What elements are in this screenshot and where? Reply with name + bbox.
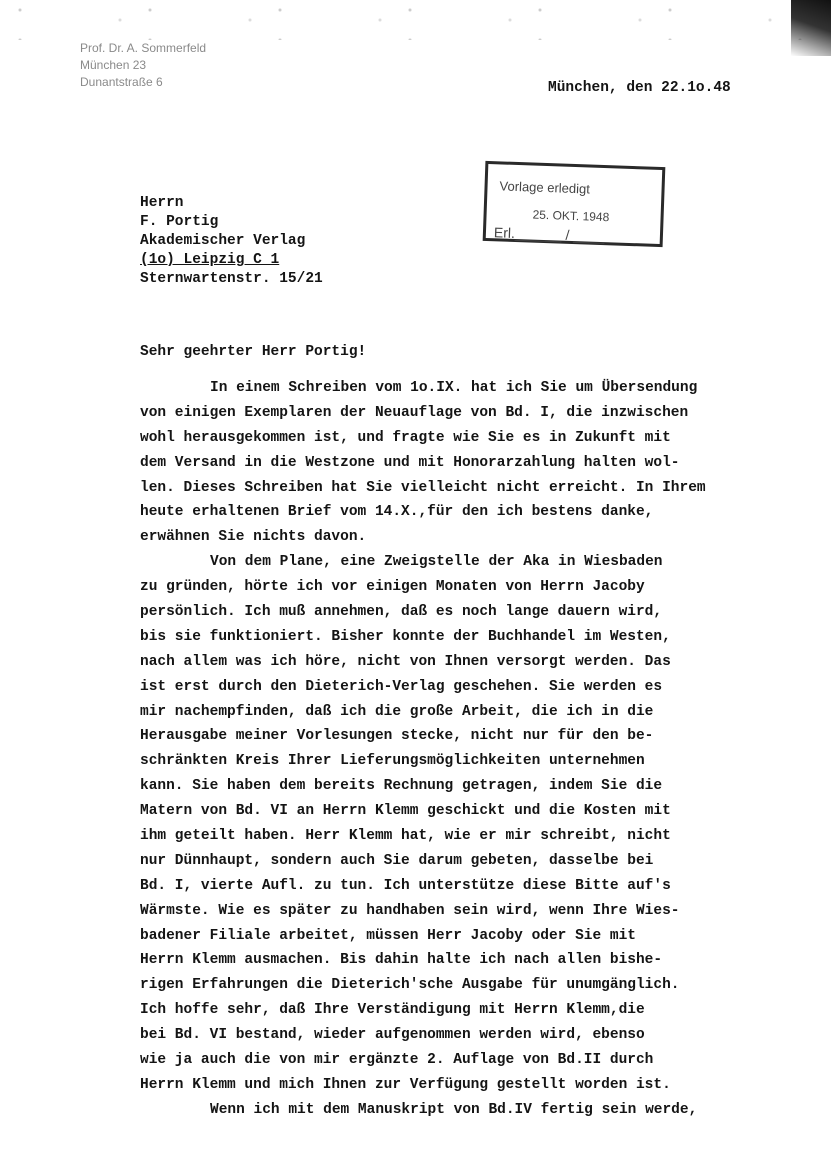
letterhead-street: Dunantstraße 6 (80, 75, 163, 89)
body-line: Herrn Klemm ausmachen. Bis dahin halte ich nach allen bishe- (140, 952, 663, 969)
recipient-line: F. Portig (140, 214, 219, 230)
recipient-line: Sternwartenstr. 15/21 (140, 271, 323, 287)
letterhead-city: München 23 (80, 58, 147, 72)
body-line: bei Bd. VI bestand, wieder aufgenommen werden wird, ebenso (140, 1027, 645, 1044)
received-stamp (483, 161, 666, 247)
stamp-erl: Erl.______ / ____ (493, 224, 605, 245)
body-line: ist erst durch den Dieterich-Verlag geschehen. Sie werden es (140, 678, 663, 695)
body-line: ihm geteilt haben. Herr Klemm hat, wie er mir schreibt, nicht (140, 828, 671, 845)
body-line: heute erhaltenen Brief vom 14.X.,für den ich bestens danke, (140, 504, 654, 521)
body-line: persönlich. Ich muß annehmen, daß es noch lange dauern wird, (140, 604, 663, 621)
recipient-line: Herrn (140, 195, 184, 211)
recipient-address (140, 194, 323, 289)
body-line: wohl herausgekommen ist, und fragte wie Sie es in Zukunft mit (140, 429, 671, 446)
letter-body (140, 376, 780, 1123)
body-line: badener Filiale arbeitet, müssen Herr Jacoby oder Sie mit (140, 927, 636, 944)
body-line: Wärmste. Wie es später zu handhaben sein wird, wenn Ihre Wies- (140, 902, 680, 919)
body-line: Von dem Plane, eine Zweigstelle der Aka in Wiesbaden (210, 554, 663, 571)
body-line: nur Dünnhaupt, sondern auch Sie darum gebeten, dasselbe bei (140, 852, 654, 869)
body-line: Matern von Bd. VI an Herrn Klemm geschickt und die Kosten mit (140, 803, 671, 820)
body-line: schränkten Kreis Ihrer Lieferungsmöglichkeiten unternehmen (140, 753, 645, 770)
body-line: Bd. I, vierte Aufl. zu tun. Ich unterstütze diese Bitte auf's (140, 877, 671, 894)
body-line: mir nachempfinden, daß ich die große Arbeit, die ich in die (140, 703, 654, 720)
body-line: von einigen Exemplaren der Neuauflage von Bd. I, die inzwischen (140, 404, 689, 421)
body-line: wie ja auch die von mir ergänzte 2. Auflage von Bd.II durch (140, 1052, 654, 1069)
body-line: len. Dieses Schreiben hat Sie vielleicht nicht erreicht. In Ihrem (140, 479, 706, 496)
body-line: Ich hoffe sehr, daß Ihre Verständigung mit Herrn Klemm,die (140, 1002, 645, 1019)
place-date: München, den 22.1o.48 (548, 80, 731, 96)
body-line: Herrn Klemm und mich Ihnen zur Verfügung gestellt worden ist. (140, 1076, 671, 1093)
letterhead-name: Prof. Dr. A. Sommerfeld (80, 41, 207, 55)
body-line: kann. Sie haben dem bereits Rechnung getragen, indem Sie die (140, 778, 663, 795)
body-line: erwähnen Sie nichts davon. (140, 529, 367, 546)
salutation: Sehr geehrter Herr Portig! (140, 344, 367, 360)
body-line: bis sie funktioniert. Bisher konnte der Buchhandel im Westen, (140, 628, 671, 645)
body-line: rigen Erfahrungen die Dieterich'sche Ausgabe für unumgänglich. (140, 977, 680, 994)
body-line: Wenn ich mit dem Manuskript von Bd.IV fertig sein werde, (210, 1101, 698, 1118)
recipient-line: (1o) Leipzig C 1 (140, 252, 280, 268)
stamp-date: 25. OKT. 1948 (532, 207, 610, 225)
scan-noise (0, 0, 831, 40)
recipient-line: Akademischer Verlag (140, 233, 306, 249)
scan-corner-shadow (791, 0, 831, 56)
stamp-text: Vorlage erledigt (499, 178, 591, 197)
body-line: dem Versand in die Westzone und mit Honorarzahlung halten wol- (140, 454, 680, 471)
body-line: nach allem was ich höre, nicht von Ihnen versorgt werden. Das (140, 653, 671, 670)
body-line: Herausgabe meiner Vorlesungen stecke, nicht nur für den be- (140, 728, 654, 745)
body-line: In einem Schreiben vom 1o.IX. hat ich Sie um Übersendung (210, 380, 698, 396)
letterhead (80, 40, 206, 91)
body-line: zu gründen, hörte ich vor einigen Monaten von Herrn Jacoby (140, 579, 645, 596)
